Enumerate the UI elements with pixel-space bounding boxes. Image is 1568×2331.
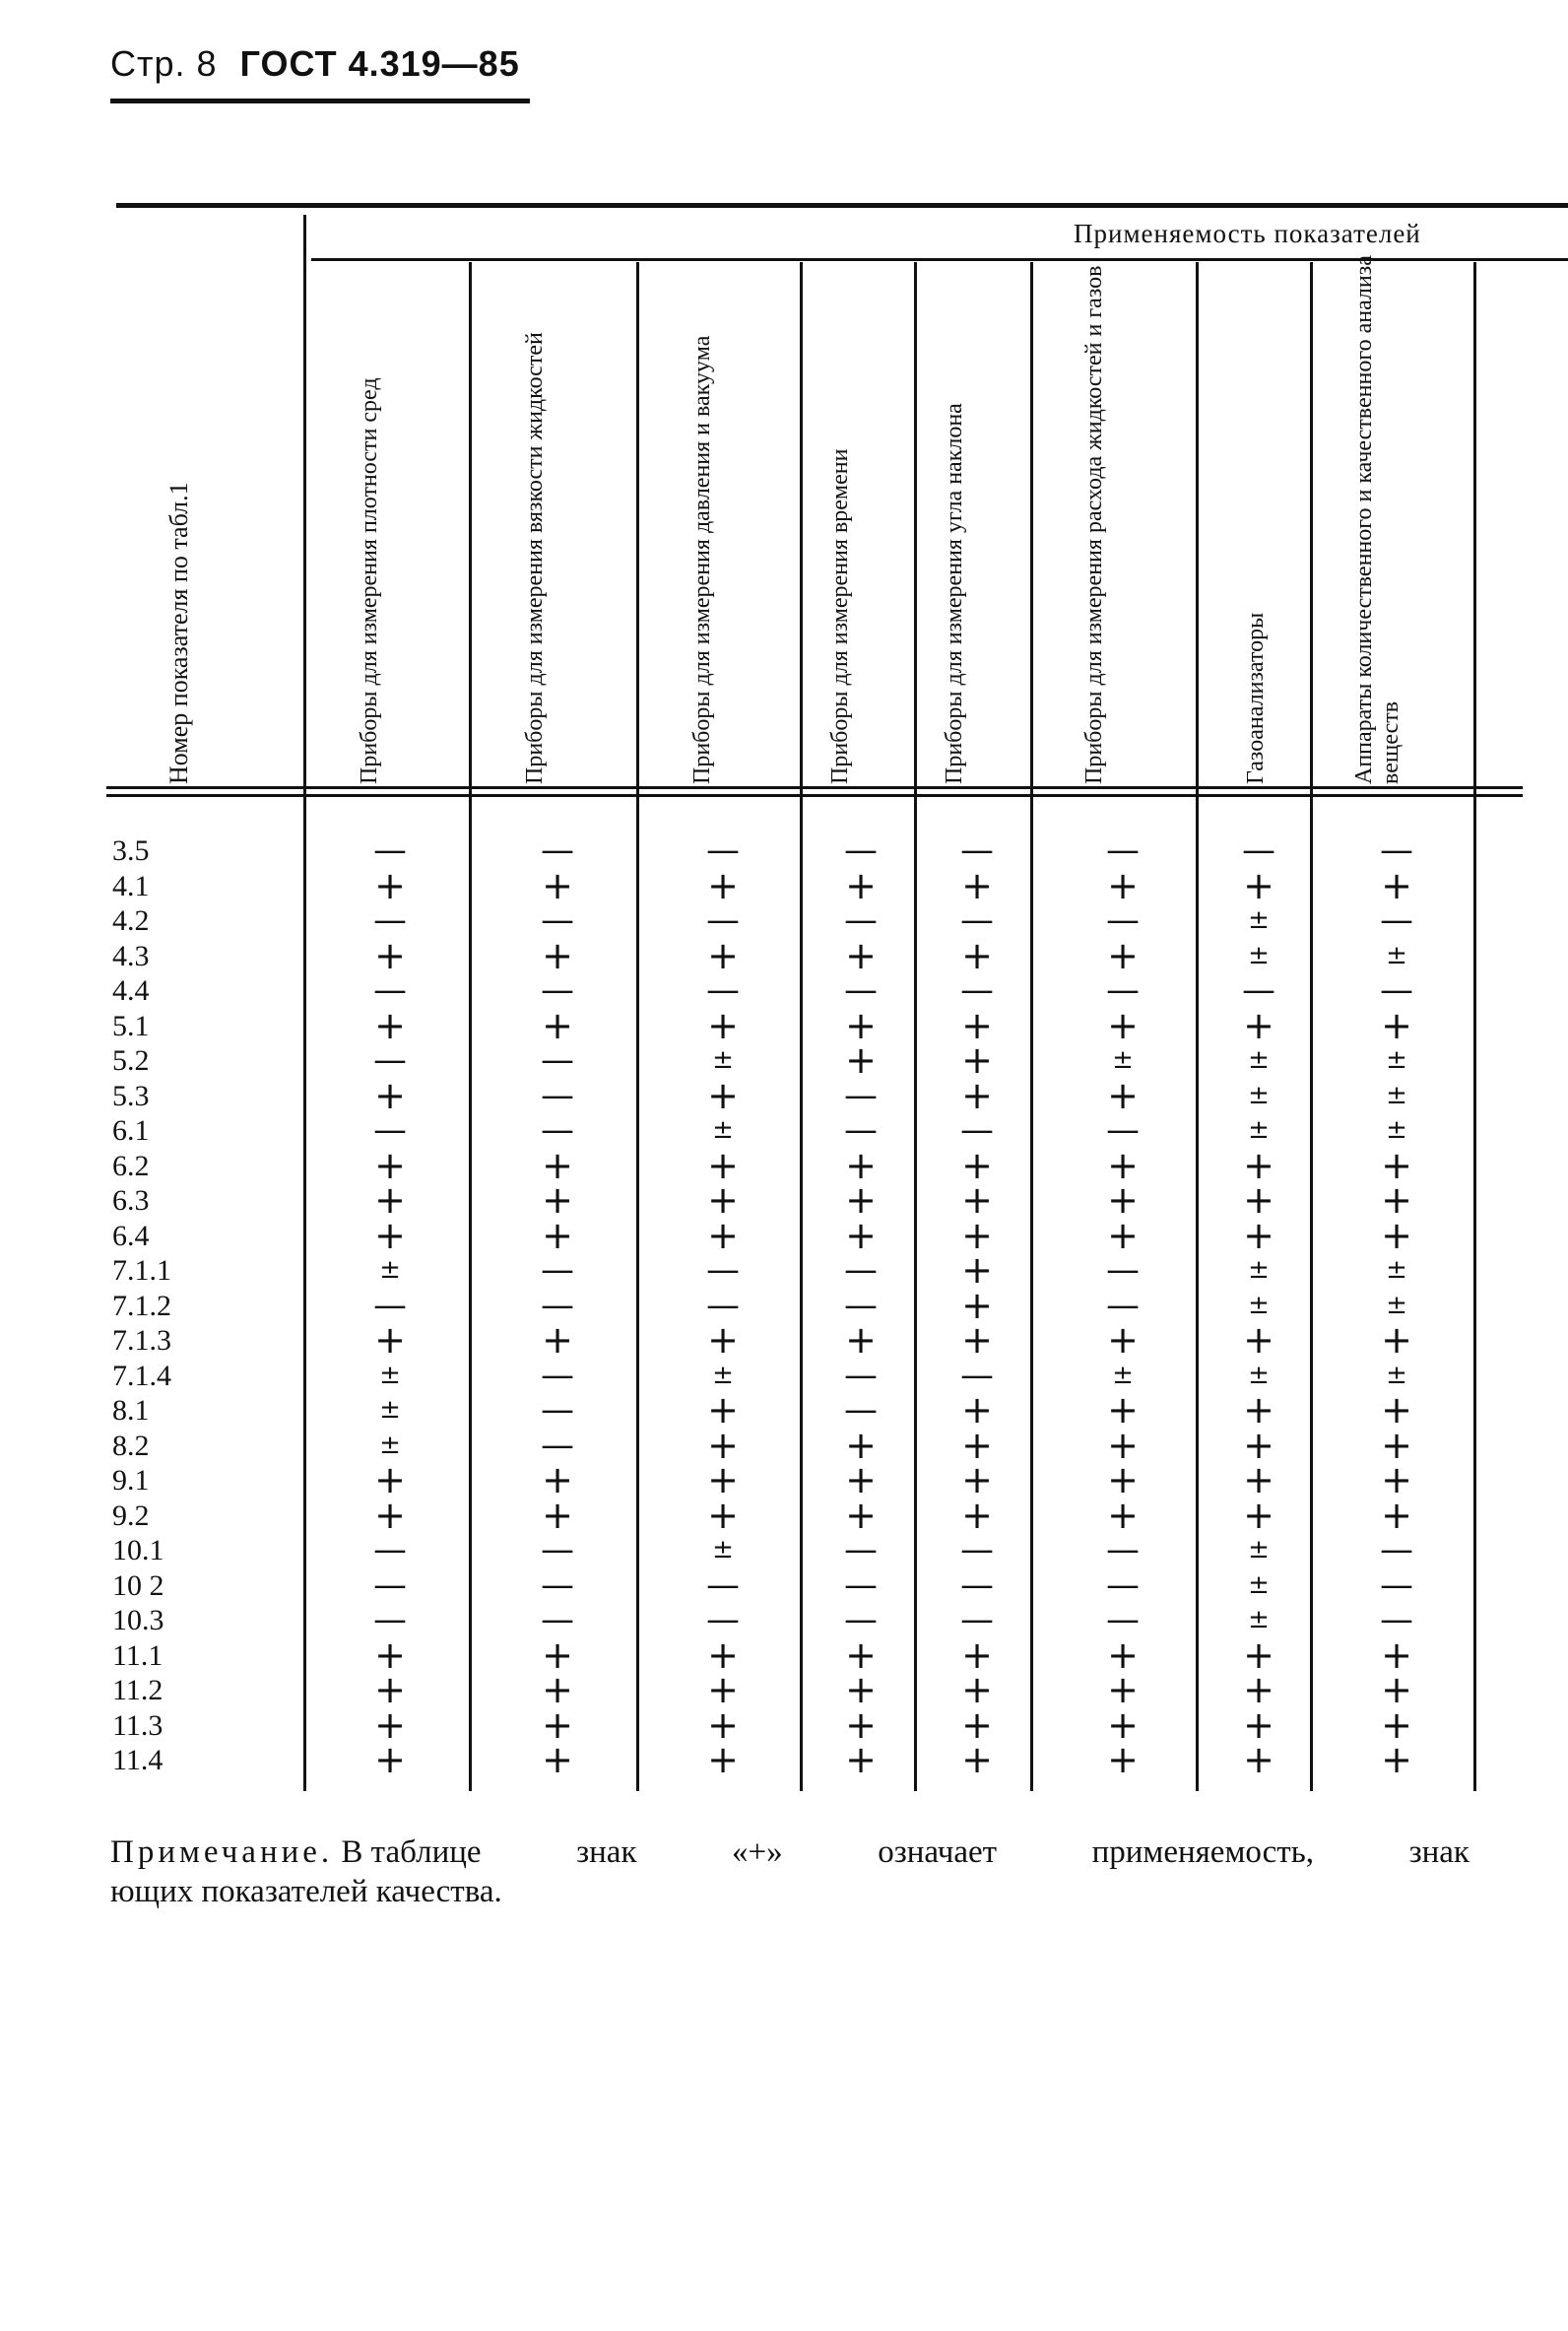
standard-code: ГОСТ 4.319—85 [239,43,520,84]
table-cell: + [707,1738,739,1781]
row-label: 3.5 [112,834,150,867]
table-cell: + [374,1458,406,1501]
table-cell: + [961,1424,993,1467]
table-cell: + [1107,1703,1139,1747]
table-cell: — [541,1600,574,1639]
table-cell: + [1243,864,1274,907]
row-label: 7.1.2 [112,1290,171,1322]
table-cell: + [374,1074,406,1117]
table-cell: + [1243,1494,1274,1537]
table-cell: — [960,1110,994,1150]
table-cell: + [542,1458,573,1501]
table-cell: — [541,900,574,940]
table-cell: + [1381,1318,1412,1362]
table-cell: ± [1248,905,1270,935]
table-cell: — [1106,900,1140,940]
table-cell: — [960,1356,994,1395]
table-cell: + [1243,1144,1274,1187]
row-label: 5.2 [112,1044,150,1077]
table-cell: — [844,1250,878,1290]
table-cell: — [1106,970,1140,1010]
table-cell: + [961,1668,993,1711]
group-title: Применяемость показателей [1074,219,1421,248]
table-cell: + [1243,1458,1274,1501]
note-line-1 [110,1832,1470,1872]
table-cell: + [1381,1633,1412,1677]
table-cell: + [1107,1494,1139,1537]
table-cell: + [374,1144,406,1187]
table-cell: + [374,1318,406,1362]
table-cell: + [1243,1004,1274,1047]
table-cell: + [374,1004,406,1047]
table-cell: — [1380,1530,1413,1569]
table-cell: + [845,1214,877,1257]
table-cell: + [1243,1424,1274,1467]
table-cell: — [960,900,994,940]
table-cell: — [960,1565,994,1605]
table-cell: — [373,1286,407,1325]
table-cell: — [1106,1530,1140,1569]
table-cell: + [542,1214,573,1257]
table-cell: ± [1248,1570,1270,1600]
table-cell: + [1107,1458,1139,1501]
table-cell: + [1107,1424,1139,1467]
table-cell: + [845,1318,877,1362]
table-cell: — [706,1600,740,1639]
row-label: 6.2 [112,1150,150,1182]
table-cell: + [1381,1668,1412,1711]
table-top-rule [116,203,1568,208]
note-word: «+» [732,1834,783,1870]
table-cell: ± [1386,1291,1407,1320]
table-cell: — [844,1600,878,1639]
table-cell: + [1381,1144,1412,1187]
row-label: 5.3 [112,1080,150,1112]
table-cell: + [1107,1214,1139,1257]
table-cell: + [542,1738,573,1781]
table-cell: — [373,970,407,1010]
table-cell: + [542,1318,573,1362]
table-cell: ± [1248,1361,1270,1390]
table-cell: + [707,1458,739,1501]
table-cell: + [1107,1004,1139,1047]
table-cell: + [374,1214,406,1257]
table-cell: + [845,864,877,907]
row-label: 11.3 [112,1709,163,1742]
table-cell: ± [1386,1081,1407,1110]
table-cell: + [961,1633,993,1677]
table-cell: + [542,1633,573,1677]
table-cell: + [961,1004,993,1047]
table-cell: + [1107,1178,1139,1222]
table-cell: ± [379,1255,401,1285]
table-cell: ± [1248,1605,1270,1634]
table-cell: — [960,831,994,870]
column-divider [1473,262,1476,1791]
column-header-analysis: Аппараты количественного и качественного анализа веществ [1351,255,1404,784]
table-cell: ± [1112,1045,1134,1075]
row-label: 10.3 [112,1604,164,1636]
row-label: 6.1 [112,1114,150,1147]
table-cell: + [961,1074,993,1117]
note-text [110,1832,482,1872]
table-cell: — [541,1286,574,1325]
table-cell: + [961,1458,993,1501]
table-cell: + [1107,1144,1139,1187]
table-cell: + [707,934,739,977]
table-cell: — [541,970,574,1010]
table-cell: ± [1386,1045,1407,1075]
table-cell: — [844,900,878,940]
table-cell: + [1243,1178,1274,1222]
table-cell: + [1107,1388,1139,1432]
table-cell: — [844,1565,878,1605]
table-cell: — [706,900,740,940]
table-cell: + [845,1178,877,1222]
row-header: Номер показателя по табл.1 [164,482,193,784]
table-cell: + [1107,1318,1139,1362]
column-divider [914,262,917,1791]
table-cell: + [961,1284,993,1327]
table-cell: + [961,1038,993,1082]
table-cell: + [845,1738,877,1781]
table-cell: + [707,1424,739,1467]
table-cell: — [373,1110,407,1150]
table-cell: + [961,1703,993,1747]
table-cell: — [1380,1565,1413,1605]
row-label: 4.2 [112,904,150,937]
row-label: 4.1 [112,870,150,902]
column-divider [1196,262,1199,1791]
table-cell: ± [712,1115,734,1145]
table-cell: — [844,970,878,1010]
table-cell: + [707,1388,739,1432]
table-cell: + [374,1703,406,1747]
table-cell: + [1381,1738,1412,1781]
table-cell: — [541,1250,574,1290]
table-cell: + [1381,1004,1412,1047]
table-cell: ± [379,1431,401,1460]
table-cell: — [844,831,878,870]
table-cell: — [706,1565,740,1605]
table-cell: + [707,1703,739,1747]
row-label: 4.4 [112,974,150,1007]
table-cell: + [374,1738,406,1781]
table-cell: + [1243,1214,1274,1257]
table-cell: — [373,1530,407,1569]
table-cell: — [960,970,994,1010]
table-cell: + [542,1178,573,1222]
page-number: Стр. 8 [110,43,218,84]
table-cell: + [542,1703,573,1747]
table-cell: + [1381,1458,1412,1501]
row-label: 9.2 [112,1499,150,1532]
table-cell: ± [1248,1535,1270,1565]
row-label: 5.1 [112,1010,150,1042]
table-cell: ± [1386,941,1407,970]
table-cell: + [1107,1633,1139,1677]
table-cell: — [1380,1600,1413,1639]
table-cell: ± [1112,1361,1134,1390]
table-cell: — [706,1250,740,1290]
table-cell: — [373,831,407,870]
column-header-inclination: Приборы для измерения угла наклона [942,403,967,784]
table-cell: — [1106,1565,1140,1605]
table-cell: — [706,1286,740,1325]
table-cell: + [845,1633,877,1677]
table-cell: ± [1248,1291,1270,1320]
column-header-viscosity: Приборы для измерения вязкости жидкостей [522,332,548,784]
header-rule [110,99,530,103]
table-cell: — [844,1356,878,1395]
table-cell: + [961,934,993,977]
page-header [110,43,520,85]
table-cell: — [844,1110,878,1150]
table-cell: — [844,1390,878,1430]
table-cell: + [542,934,573,977]
table-cell: + [1107,1738,1139,1781]
table-note [110,1832,1470,1911]
table-cell: + [845,1004,877,1047]
table-cell: ± [379,1395,401,1425]
table-cell: + [1381,1494,1412,1537]
table-cell: + [961,1318,993,1362]
row-label: 8.1 [112,1394,150,1427]
table-cell: + [1107,1074,1139,1117]
row-label: 7.1.4 [112,1360,171,1392]
table-cell: — [1106,1600,1140,1639]
table-cell: + [961,1214,993,1257]
table-cell: — [1106,1286,1140,1325]
table-cell: ± [712,1535,734,1565]
table-cell: + [374,1494,406,1537]
table-cell: — [373,1600,407,1639]
note-word: знак [576,1834,637,1870]
table-cell: + [1381,1178,1412,1222]
table-cell: ± [1248,941,1270,970]
table-cell: + [1381,1388,1412,1432]
table-cell: + [1381,864,1412,907]
table-cell: + [707,1004,739,1047]
row-label: 9.1 [112,1464,150,1497]
table-cell: + [1107,1668,1139,1711]
table-cell: + [961,1738,993,1781]
table-cell: + [1243,1738,1274,1781]
row-label: 8.2 [112,1430,150,1462]
column-divider [800,262,803,1791]
note-word: знак [1408,1834,1470,1870]
table-cell: + [374,1633,406,1677]
column-header-time: Приборы для измерения времени [827,448,853,784]
table-cell: + [707,1074,739,1117]
row-label: 6.3 [112,1184,150,1217]
table-cell: + [845,934,877,977]
row-label: 7.1.1 [112,1254,171,1287]
table-cell: + [542,864,573,907]
table-cell: ± [712,1045,734,1075]
table-cell: — [1380,900,1413,940]
table-cell: + [961,864,993,907]
table-cell: — [844,1530,878,1569]
table-cell: — [541,831,574,870]
table-cell: + [1243,1668,1274,1711]
table-cell: — [541,1356,574,1395]
row-label: 11.2 [112,1674,163,1706]
table-cell: + [845,1144,877,1187]
table-cell: + [707,1318,739,1362]
table-cell: + [374,864,406,907]
row-label: 10.1 [112,1534,164,1566]
table-cell: — [706,970,740,1010]
row-label: 4.3 [112,940,150,972]
table-cell: ± [1248,1081,1270,1110]
row-header-divider [303,215,306,1791]
column-header-pressure: Приборы для измерения давления и вакуума [689,335,715,784]
table-cell: + [845,1668,877,1711]
table-cell: + [374,1178,406,1222]
column-divider [469,262,472,1791]
column-header-flow: Приборы для измерения расхода жидкостей и газов [1081,265,1107,784]
table-cell: + [1243,1388,1274,1432]
table-cell: ± [1248,1115,1270,1145]
note-line-2: ющих показателей качества. [110,1874,502,1909]
table-cell: + [707,1178,739,1222]
column-header-density: Приборы для измерения плотности сред [357,377,382,784]
table-cell: + [707,1494,739,1537]
table-cell: + [707,1668,739,1711]
note-word: В таблице [341,1834,482,1870]
table-cell: — [541,1076,574,1115]
table-cell: + [961,1494,993,1537]
table-cell: + [1381,1424,1412,1467]
table-cell: — [706,831,740,870]
table-cell: ± [379,1361,401,1390]
table-cell: + [1381,1214,1412,1257]
table-cell: — [1380,831,1413,870]
table-cell: + [1107,934,1139,977]
table-cell: ± [1248,1045,1270,1075]
note-word: применяемость, [1091,1834,1315,1870]
table-cell: — [1106,1110,1140,1150]
row-label: 7.1.3 [112,1324,171,1357]
table-cell: — [541,1565,574,1605]
table-cell: — [960,1530,994,1569]
table-cell: + [542,1494,573,1537]
table-cell: + [845,1424,877,1467]
table-cell: — [541,1040,574,1080]
note-word: означает [878,1834,998,1870]
table-cell: + [542,1144,573,1187]
table-cell: — [541,1110,574,1150]
note-lead: Примечание. [110,1834,334,1870]
table-cell: — [1380,970,1413,1010]
table-cell: + [707,1144,739,1187]
column-divider [636,262,639,1791]
table-cell: + [542,1668,573,1711]
table-cell: + [961,1178,993,1222]
table-cell: + [1243,1318,1274,1362]
column-header-gas-analyzers: Газоанализаторы [1243,612,1269,784]
table-cell: — [541,1390,574,1430]
row-label: 11.1 [112,1639,163,1672]
table-cell: ± [1386,1255,1407,1285]
table-cell: + [374,1668,406,1711]
table-cell: + [845,1038,877,1082]
table-cell: + [1243,1633,1274,1677]
table-cell: ± [712,1361,734,1390]
row-label: 11.4 [112,1744,163,1776]
column-divider [1030,262,1033,1791]
table-cell: — [1242,831,1275,870]
table-cell: + [542,1004,573,1047]
table-cell: ± [1386,1115,1407,1145]
table-cell: — [844,1076,878,1115]
table-cell: + [707,1633,739,1677]
table-cell: + [961,1248,993,1292]
table-cell: — [373,1565,407,1605]
table-cell: + [961,1144,993,1187]
table-cell: — [960,1600,994,1639]
table-cell: + [845,1458,877,1501]
table-cell: — [1106,831,1140,870]
table-cell: + [845,1494,877,1537]
table-cell: — [844,1286,878,1325]
table-cell: — [373,900,407,940]
table-cell: + [961,1388,993,1432]
row-label: 6.4 [112,1220,150,1252]
table-cell: ± [1248,1255,1270,1285]
row-label: 10 2 [112,1569,164,1602]
table-cell: — [1106,1250,1140,1290]
table-cell: — [1242,970,1275,1010]
table-cell: + [1381,1703,1412,1747]
table-cell: — [541,1426,574,1465]
table-cell: + [1107,864,1139,907]
table-cell: + [374,934,406,977]
table-cell: — [373,1040,407,1080]
table-cell: ± [1386,1361,1407,1390]
table-cell: + [707,1214,739,1257]
table-cell: + [1243,1703,1274,1747]
table-cell: + [707,864,739,907]
table-cell: + [845,1703,877,1747]
table-cell: — [541,1530,574,1569]
column-divider [1310,262,1313,1791]
